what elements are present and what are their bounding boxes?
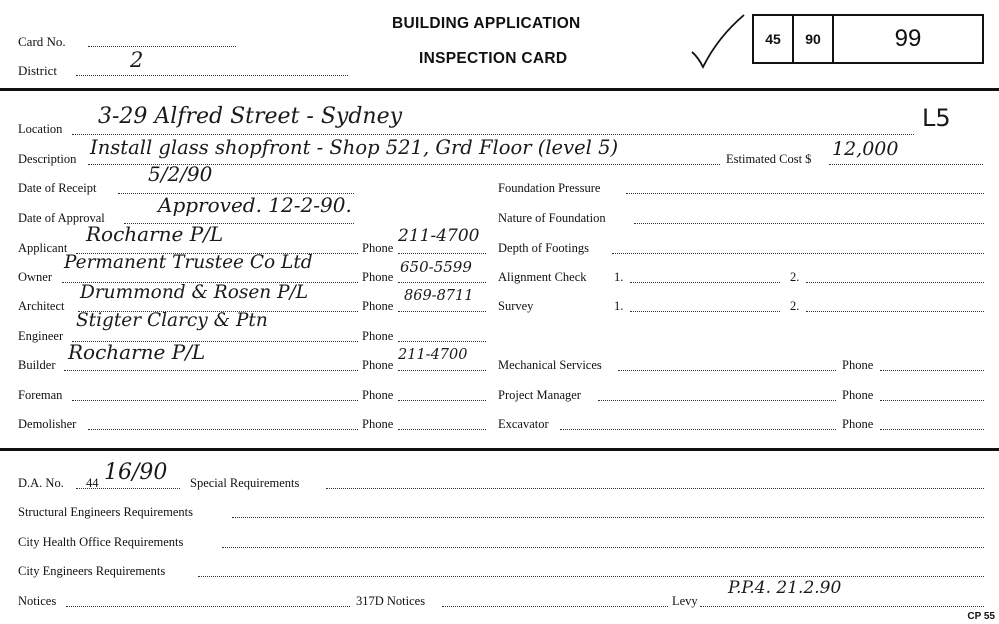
alignment-check-label: Alignment Check <box>498 270 587 284</box>
district-line <box>76 75 348 76</box>
levy-line <box>700 606 984 607</box>
engineer-phone-line <box>398 341 486 342</box>
survey-label: Survey <box>498 299 534 313</box>
owner-phone-label: Phone <box>362 270 394 284</box>
city-health-line <box>222 547 984 548</box>
owner-phone-value: 650-5599 <box>400 258 472 276</box>
excavator-phone-label: Phone <box>842 417 874 431</box>
foundation-pressure-line <box>626 193 984 194</box>
project-manager-label: Project Manager <box>498 388 581 402</box>
foreman-label: Foreman <box>18 388 63 402</box>
survey-item-1: 1. <box>614 299 624 313</box>
owner-phone-line <box>398 282 486 283</box>
structural-engineers-line <box>232 517 984 518</box>
description-label: Description <box>18 152 77 166</box>
date-of-receipt-value: 5/2/90 <box>148 162 213 186</box>
location-line <box>72 134 914 135</box>
depth-of-footings-label: Depth of Footings <box>498 241 589 255</box>
demolisher-phone-line <box>398 429 486 430</box>
estimated-cost-value: 12,000 <box>832 138 899 160</box>
nature-of-foundation-label: Nature of Foundation <box>498 211 606 225</box>
depth-of-footings-line <box>612 253 984 254</box>
alignment-line-1 <box>630 282 780 283</box>
builder-label: Builder <box>18 358 56 372</box>
excavator-label: Excavator <box>498 417 549 431</box>
location-label: Location <box>18 122 63 136</box>
applicant-value: Rocharne P/L <box>86 222 224 246</box>
district-value: 2 <box>130 48 144 72</box>
box-cell-1: 45 <box>765 31 781 47</box>
builder-line <box>64 370 358 371</box>
engineer-phone-label: Phone <box>362 329 394 343</box>
foreman-phone-line <box>398 400 486 401</box>
estimated-cost-label: Estimated Cost $ <box>726 152 812 166</box>
excavator-line <box>560 429 836 430</box>
foreman-phone-label: Phone <box>362 388 394 402</box>
demolisher-phone-label: Phone <box>362 417 394 431</box>
city-engineers-line <box>198 576 984 577</box>
nature-of-foundation-line <box>634 223 984 224</box>
applicant-phone-label: Phone <box>362 241 394 255</box>
owner-value: Permanent Trustee Co Ltd <box>64 252 313 273</box>
alignment-item-1: 1. <box>614 270 624 284</box>
engineer-value: Stigter Clarcy & Ptn <box>76 310 268 331</box>
date-of-approval-value: Approved. 12-2-90. <box>158 193 352 217</box>
special-requirements-line <box>326 488 984 489</box>
da-no-label: D.A. No. <box>18 476 64 490</box>
architect-value: Drummond & Rosen P/L <box>80 282 309 303</box>
district-label: District <box>18 63 57 78</box>
da-no-prefix: 44 <box>86 476 99 490</box>
architect-phone-value: 869-8711 <box>404 288 474 304</box>
owner-label: Owner <box>18 270 53 284</box>
engineer-label: Engineer <box>18 329 64 343</box>
project-manager-phone-line <box>880 400 984 401</box>
notices-317d-label: 317D Notices <box>356 594 426 608</box>
card-no-label: Card No. <box>18 34 66 49</box>
notices-label: Notices <box>18 594 57 608</box>
alignment-line-2 <box>806 282 984 283</box>
middle-rule <box>0 448 999 451</box>
location-value: 3-29 Alfred Street - Sydney <box>98 104 403 129</box>
excavator-phone-line <box>880 429 984 430</box>
project-manager-line <box>598 400 836 401</box>
project-manager-phone-label: Phone <box>842 388 874 402</box>
levy-label: Levy <box>672 594 698 608</box>
builder-phone-label: Phone <box>362 358 394 372</box>
demolisher-line <box>88 429 358 430</box>
city-health-label: City Health Office Requirements <box>18 535 184 549</box>
card-no-line <box>88 46 236 47</box>
builder-phone-value: 211-4700 <box>398 347 468 363</box>
demolisher-label: Demolisher <box>18 417 77 431</box>
mechanical-phone-line <box>880 370 984 371</box>
applicant-phone-value: 211-4700 <box>398 226 480 246</box>
applicant-phone-line <box>398 253 486 254</box>
alignment-item-2: 2. <box>790 270 800 284</box>
title-line-2: INSPECTION CARD <box>419 50 568 67</box>
form-code: CP 55 <box>967 611 995 622</box>
special-requirements-label: Special Requirements <box>190 476 300 490</box>
top-rule <box>0 88 999 91</box>
structural-engineers-label: Structural Engineers Requirements <box>18 505 193 519</box>
box-cell-3: 99 <box>832 16 982 62</box>
mechanical-phone-label: Phone <box>842 358 874 372</box>
survey-line-2 <box>806 311 984 312</box>
level-tag: L5 <box>922 104 951 132</box>
description-value: Install glass shopfront - Shop 521, Grd Floor (level 5) <box>90 136 619 159</box>
foundation-pressure-label: Foundation Pressure <box>498 181 601 195</box>
foreman-line <box>72 400 358 401</box>
checkmark-icon <box>688 12 748 74</box>
builder-phone-line <box>398 370 486 371</box>
architect-label: Architect <box>18 299 65 313</box>
da-no-value: 16/90 <box>104 460 168 485</box>
date-of-receipt-label: Date of Receipt <box>18 181 97 195</box>
notices-line <box>66 606 350 607</box>
estimated-cost-line <box>829 164 983 165</box>
survey-item-2: 2. <box>790 299 800 313</box>
applicant-label: Applicant <box>18 241 68 255</box>
title-line-1: BUILDING APPLICATION <box>392 15 581 32</box>
box-cell-2: 90 <box>792 16 832 62</box>
architect-phone-label: Phone <box>362 299 394 313</box>
survey-line-1 <box>630 311 780 312</box>
mechanical-services-line <box>618 370 836 371</box>
levy-value: P.P.4. 21.2.90 <box>728 578 842 598</box>
reference-box <box>752 14 984 64</box>
mechanical-services-label: Mechanical Services <box>498 358 602 372</box>
city-engineers-label: City Engineers Requirements <box>18 564 166 578</box>
builder-value: Rocharne P/L <box>68 340 206 364</box>
date-of-approval-label: Date of Approval <box>18 211 105 225</box>
architect-phone-line <box>398 311 486 312</box>
notices-317d-line <box>442 606 668 607</box>
